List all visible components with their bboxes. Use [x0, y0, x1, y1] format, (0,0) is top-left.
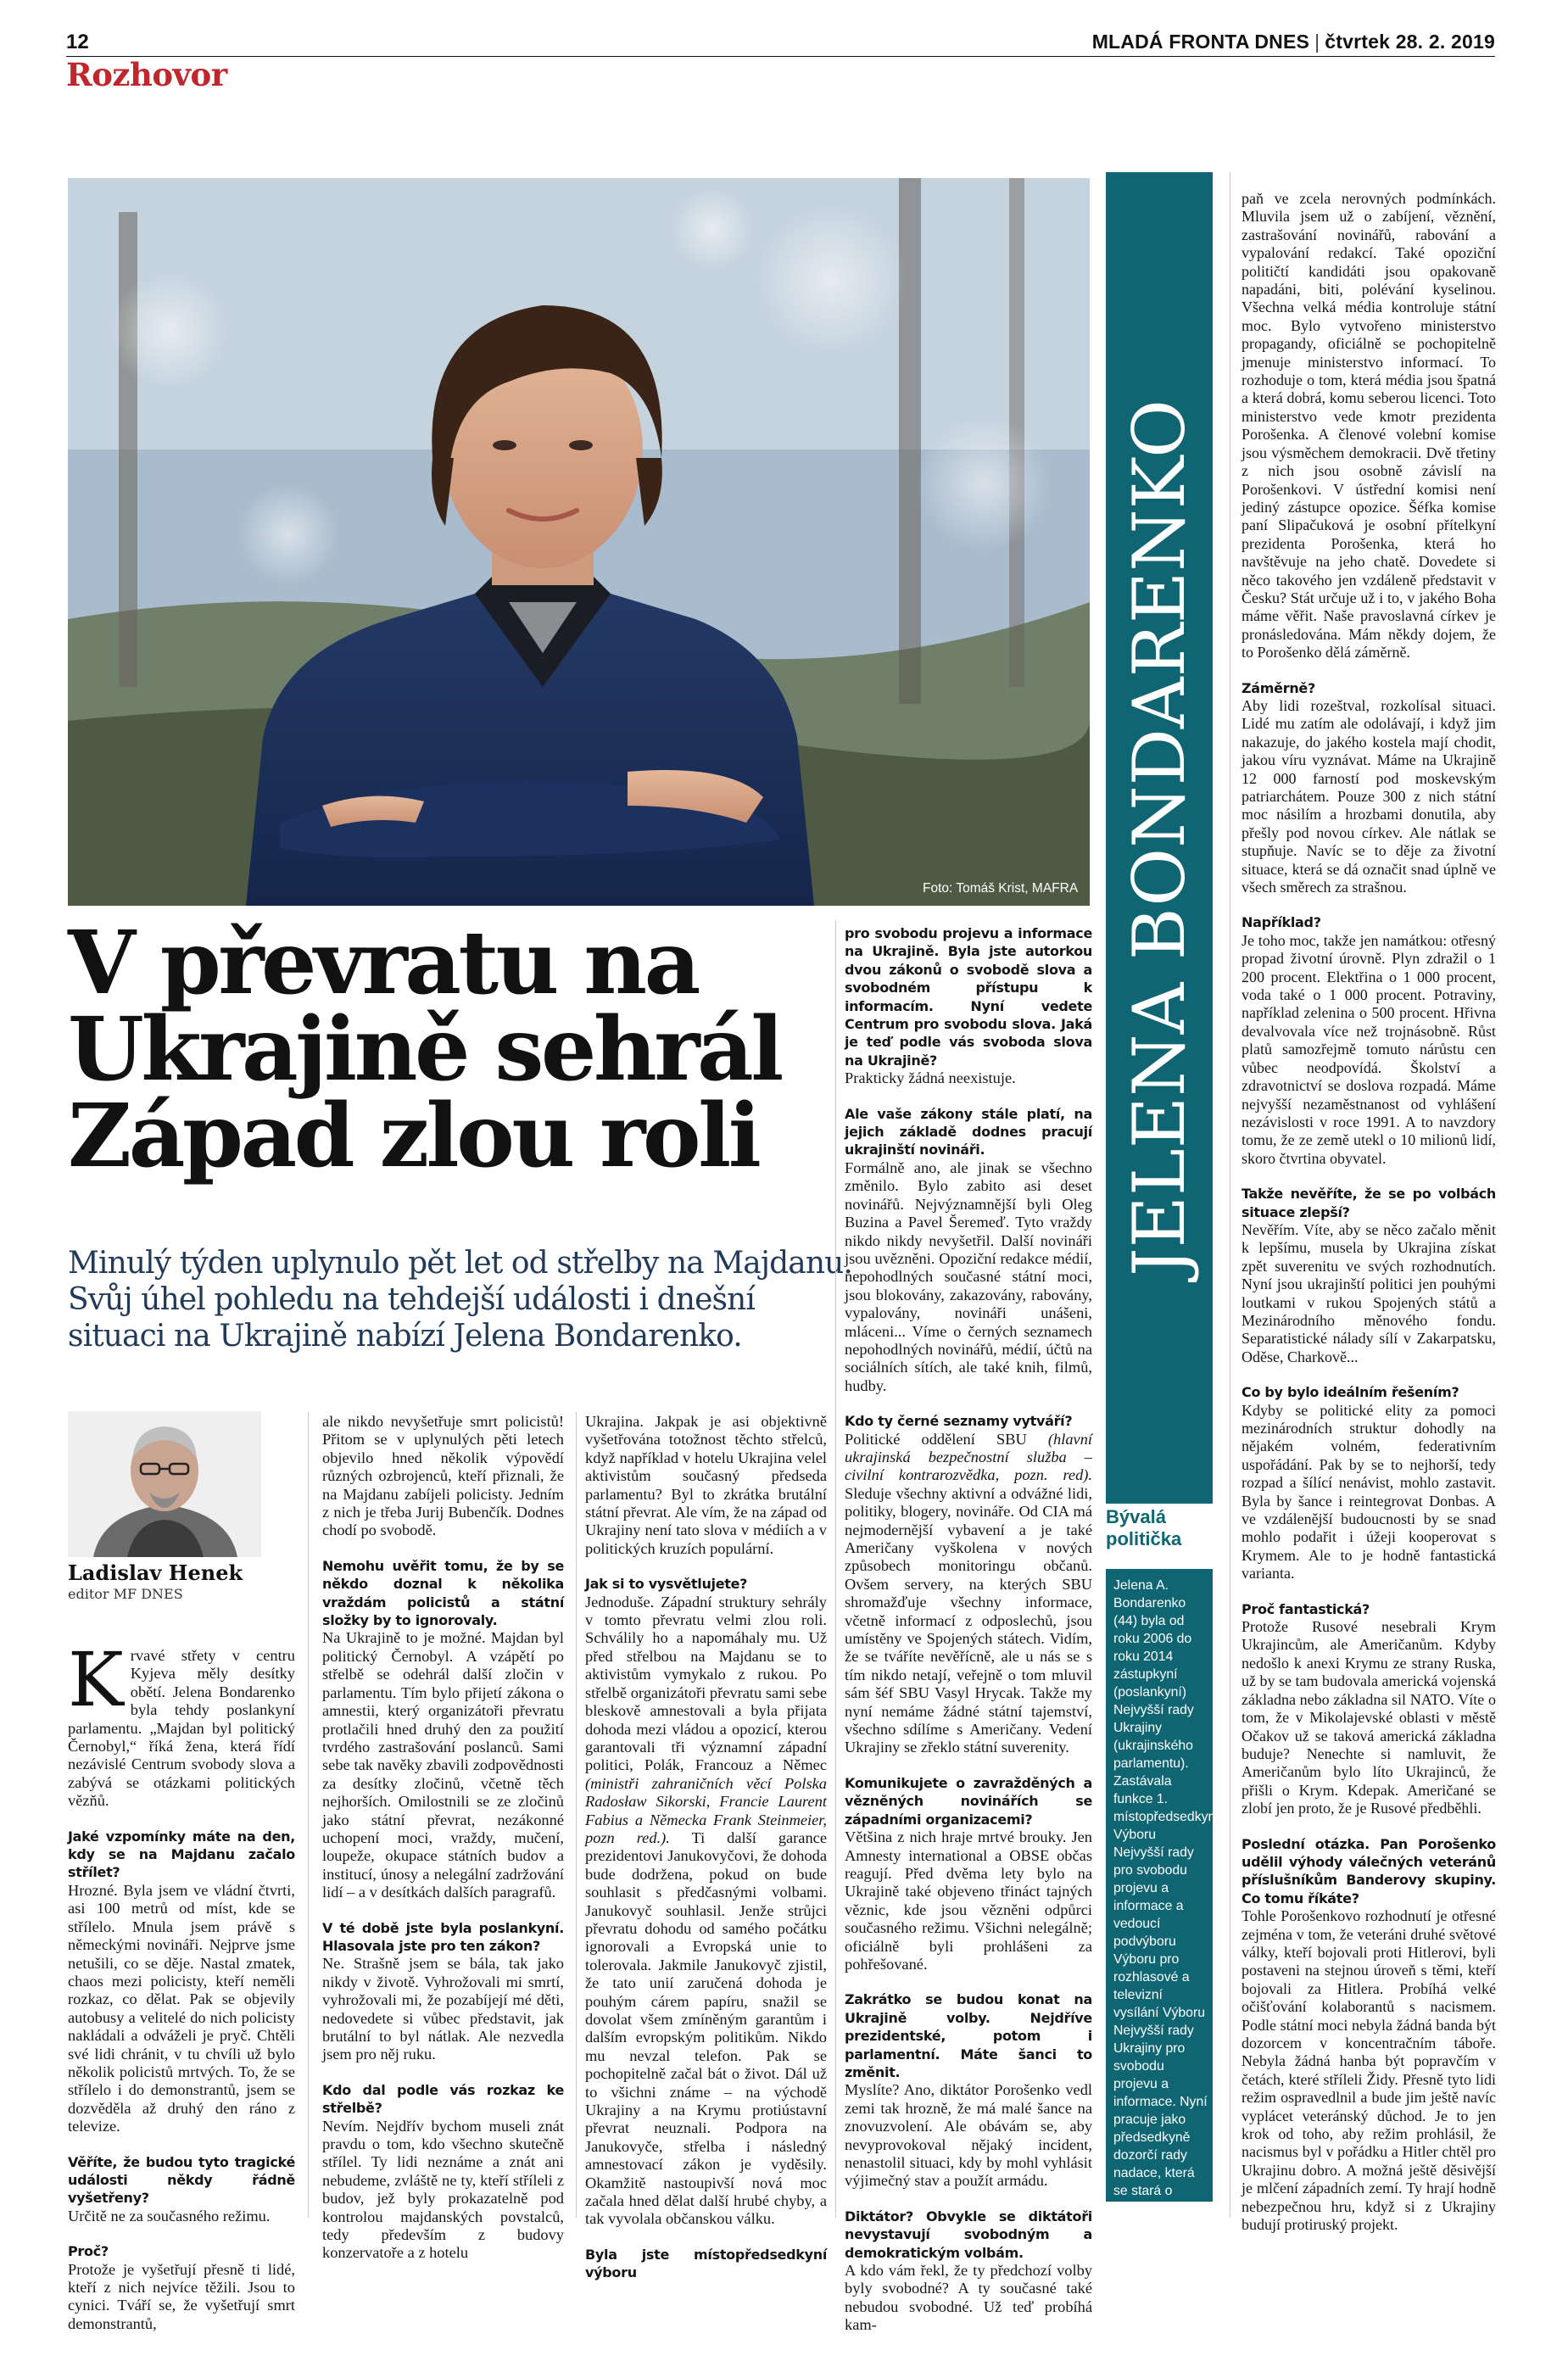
- answer: Je toho moc, takže jen namátkou: otřesný propad životní úrovně. Plyn zdražil o 1 200 procent. Elektřina o 1 000 procent, voda také o 1 000 procent. Potraviny, například zelenina o 500 procent. Hřivna devalvovala více než trojnásobně. Růst platů samozřejmě tomuto nárůstu cen vůbec neodpovídá. Školství a zdravotnictví se doslova rozpadá. Máme nejvyšší nezaměstnanost od vyhlášení nezávislosti v roce 1991. A to navzdory tomu, že ze země utekl o 10 milionů lidí, skoro čtvrtina obyvatel.: [1242, 931, 1496, 1167]
- answer-text: Sleduje všechny aktivní a odvážné lidi, politiky, blogery, novináře. Od CIA má nejmodernější vybavení a je také Američany vyškolena v nových způsobech monitoringu občanů. Ovšem servery, na kterých SBU shromažďuje všechny informace, včetně informací z odposlechů, jsou umístěny ve Spojených státech. Vidím, že se tváříte nevěřícně, ale u nás se s tím nikdo netají, veřejně o tom mluvil sám šéf SBU Vasyl Hrycak. Takže my nyní nemáme žádné státní tajemství, všechno sdílíme s Američany. Vedení Ukrajiny se zřeklo státní suverenity.: [845, 1484, 1092, 1756]
- answer: Určitě ne za současného režimu.: [68, 2207, 271, 2224]
- question: Jak si to vysvětlujete?: [585, 1576, 748, 1593]
- column-divider: [308, 1412, 309, 2218]
- question: Například?: [1242, 914, 1321, 931]
- answer: Prakticky žádná neexistuje.: [845, 1069, 1016, 1087]
- question: Ale vaše zákony stále platí, na jejich základě dodnes pracují ukrajinští novináři.: [845, 1105, 1092, 1158]
- editor-note: (hlavní ukrajinská bezpečnostní služba – civilní kontrarozvědka, pozn. red).: [845, 1430, 1092, 1484]
- intro-paragraph: [68, 1636, 295, 1811]
- photo-credit: Foto: Tomáš Krist, MAFRA: [923, 881, 1079, 896]
- answer: Protože je vyšetřují přesně ti lidé, kteří z nich nejvíce těžili. Jsou to cynici. Tváří se, že vyšetřují smrt demonstrantů,: [68, 2260, 295, 2332]
- page-number: 12: [66, 31, 89, 53]
- answer: Protože Rusové nesebrali Krym Ukrajincům, ale Američanům. Kdyby nedošlo k anexi Krymu ze strany Ruska, už by se tam budovala americká vojenská základna nebo základna sil NATO. Víte o tom, že v Mikolajevské oblasti v městě Očakov už se taková americká základna buduje? Nenechte si namluvit, že Američanům bylo líto Ukrajinců, že přišli o Krym. Kdepak. Američané se zlobí jen proto, že je Rusové předběhli.: [1242, 1618, 1496, 1817]
- question: Poslední otázka. Pan Porošenko udělil výhody válečných veteránů příslušníkům Banderovy skupiny. Co tomu říkáte?: [1242, 1835, 1496, 1906]
- bio-title: Bývalá politička: [1106, 1506, 1182, 1549]
- question: Věříte, že budou tyto tragické události někdy řádně vyšetřeny?: [68, 2153, 295, 2207]
- masthead-separator: |: [1314, 31, 1320, 53]
- author-name: Ladislav Henek: [68, 1560, 243, 1585]
- article-column-5: [1242, 190, 1496, 2234]
- question: Komunikujete o zavražděných a věznĕných novinářích se západními organizacemi?: [845, 1774, 1092, 1828]
- answer: Většina z nich hraje mrtvé brouky. Jen Amnesty international a OBSE občas reagují. Před dvěma lety bylo na Ukrajině také objeveno třináct tajných věznic, kde jsou vězněni odpůrci současného režimu. Všichni nelegálně; oficiálně byli prohlášeni za pohřešované.: [845, 1828, 1092, 1973]
- question: Zakrátko se budou konat na Ukrajině volby. Nejdříve prezidentské, potom i parlamentní. Máte šanci to změnit.: [845, 1991, 1092, 2080]
- article-column-3: [585, 1413, 827, 2282]
- author-role: editor MF DNES: [68, 1586, 183, 1602]
- issue-date: čtvrtek 28. 2. 2019: [1325, 31, 1495, 53]
- answer: Nevěřím. Víte, aby se něco začalo měnit k lepšímu, musela by Ukrajina získat zpět suverenitu ve svých rozhodnutích. Nyní jsou ukrajinští politici jen pouhými loutkami v rukou Spojených států a Mezinárodního měnového fondu. Separatistické nálady sílí v Zakarpatsku, Oděse, Charkově...: [1242, 1220, 1496, 1365]
- question: Proč fantastická?: [1242, 1600, 1370, 1617]
- question: Co by bylo ideálním řešením?: [1242, 1384, 1459, 1401]
- article-column-1: [68, 1636, 295, 2333]
- question: Kdo dal podle vás rozkaz ke střelbě?: [322, 2081, 564, 2117]
- bio-text: Jelena A. Bondarenko (44) byla od roku 2006 do roku 2014 zástupkyní (poslankyní) Nejvyšší rady Ukrajiny (ukrajinského parlamentu). Zastávala funkce 1. místopředsedkyně Výboru Nejvyšší rady pro svobodu projevu a informace a vedoucí podvýboru Výboru pro rozhlasové a televizní vysílání Výboru Nejvyšší rady Ukrajiny pro svobodu projevu a informace. Nyní pracuje jako předsedkyně dozorčí rady nadace, která se stará o pomoc pěsidlenským osobám. Řídí nezávislé Centrum svobody slova a zabývá se otázkami politických vězňů.: [1113, 1578, 1224, 2376]
- question: Kdo ty černé seznamy vytváří?: [845, 1413, 1073, 1430]
- answer: Tohle Porošenkovo rozhodnutí je otřesné zejména v tom, že veteráni druhé světové války, kteří bojovali proti Hitlerovi, byli postaveni na stejnou úroveň s těmi, kteří bojovali za Hitlera. Probíhá velké očišťování kolaborantů s nacismem. Podle státní moci nebyla žádná banda být dozorcem v koncentračním táboře. Nebyla žádná hanba být popravčím v četách, které stříleli Židy. Přesně tyto lidi režim ospravedlnil a bude jim ještě navíc vyplácet veteránský důchod. Je to jen krok od toho, aby režim prohlásil, že nacismus byl v pořádku a Hitler chtěl pro Ukrajinu dobro. A možná ještě děsivější je mlčení západních zemí. Ty hrají hodně nebezpečnou hru, když si z Ukrajiny budují protiruský projekt.: [1242, 1907, 1496, 2234]
- column-divider: [576, 1412, 577, 2218]
- question: Nemohu uvěřit tomu, že by se někdo doznal k několika vraždám policistů a státní složky by to ignorovaly.: [322, 1557, 564, 1629]
- header-rule: [66, 56, 1495, 57]
- question: V té době jste byla poslankyní. Hlasovala jste pro ten zákon?: [322, 1919, 564, 1954]
- answer: A kdo vám řekl, že ty předchozí volby byly svobodné? A ty současné také nebudou svobodné. Už teď probíhá kam-: [845, 2262, 1092, 2334]
- answer: [845, 1431, 1092, 1757]
- answer-continued: paň ve zcela nerovných podmínkách. Mluvila jsem už o zabíjení, věznění, zastrašování novinářů, rabování a vypalování redakcí. Také opoziční političtí kandidáti jsou opakovaně napadáni, biti, polévání kyselinou. Všechna velká média kontroluje státní moc. Bylo vytvořeno ministerstvo propagandy, oficiálně se pochopitelně jmenuje ministerstvo informací. To rozhoduje o tom, která média jsou špatná a která dobrá, komu seberou licenci. Toto ministerstvo vede kmotr prezidenta Porošenka. A členové volební komise jsou výsměchem demokracii. Dvě třetiny z nich jsou osobně závislí na Porošenkovi. V ústřední komisi není jediný zástupce opozice. Šéfka komise paní Slipačuková je osobní přítelkyní prezidenta Porošenka, která ho navštěvuje na jeho chatě. Dovedete si něco takového jen vzdáleně představit v Česku? Stát určuje už i to, v jakého Boha máme věřit. Naše pravoslavná církev je pronásledována. Mám někdy dojem, že to Porošenko dělá záměrně.: [1242, 190, 1496, 661]
- name-banner: [1106, 172, 1213, 1504]
- answer: Myslíte? Ano, diktátor Porošenko vedl zemi tak hrozně, že má malé šance na znovuzvolení. Ale obávám se, aby nevyprovokoval nějaký incident, nenastolil situaci, kdy by mohl vyhlásit výjimečný stav a použít armádu.: [845, 2081, 1092, 2190]
- portrait-illustration: [68, 178, 1090, 906]
- section-label: Rozhovor: [66, 56, 227, 93]
- article-column-2: [322, 1413, 564, 2263]
- question: Proč?: [68, 2243, 109, 2260]
- answer: Formálně ano, ale jinak se všechno změnilo. Bylo zabito asi deset novinářů. Nejvýznamnější byli Oleg Buzina a Pavel Šeremeď. Tyto vraždy nikdo nikdy nevyšetřil. Další novináři jsou uvězněni. Opoziční redakce médií, nepohodlných současné státní moci, jsou blokovány, zakazovány, rabovány, vypalovány, novináři unášeni, mláceni... Víme o černých seznamech nepohodlných novinářů, médií, účtů na sociálních sítích, ale také knih, filmů, hudby.: [845, 1158, 1092, 1394]
- question: Diktátor? Obvykle se diktátoři nevystavují svobodným a demokratickým volbám.: [845, 2208, 1092, 2261]
- drop-cap: K: [68, 1636, 124, 1723]
- answer-text: Ti další garance prezidentovi Janukovyčovi, že dohoda bude dodržena, pokud on bude souhlasit s předčasnými volbami. Janukovyč souhlasil. Jenže strůjci převratu dohodu od samého počátku ignorovali a Evropská unie to tolerovala. Jakmile Janukovyč zjistil, že tato unií zaručená dohoda je pouhým cárem papíru, snažil se dovolat všem zmíněným garantům i dalším evropským politikům. Nikdo mu nevzal telefon. Pak se pochopitelně začal bát o život. Dál už to všichni známe – na východě Ukrajiny a na Krymu protiústavní převrat neuznali. Podpora na Janukovyče, střelba i následný amnestovací zákon je vyděsily. Okamžitě nastoupivší nová moc začala hned dělat další hrubé chyby, a tak vyvolala občanskou válku.: [585, 1828, 827, 2228]
- question: Byla jste místopředsedkyní výboru: [585, 2246, 827, 2281]
- answer: Nevím. Nejdřív bychom museli znát pravdu o tom, kdo všechno skutečně střílel. Ty lidi neznáme a znát ani nebudeme, zvláště ne ty, kteří stříleli z budov, jež byly prokazatelně pod kontrolou majdanských povstalců, tedy především z budovy konzervatoře a z hotelu: [322, 2117, 564, 2262]
- editor-note: (ministři zahraničních věcí Polska Radosław Sikorski, Francie Laurent Fabius a Německa Frank Steinmeier, pozn red.).: [585, 1774, 827, 1846]
- answer-continued: Ukrajina. Jakpak je asi objektivně vyšetřována totožnost těchto střelců, když například v hotelu Ukrajina velel aktivistům současný předseda parlamentu? Byl to zkrátka brutální státní převrat. Ale vím, že na západ od Ukrajiny není tato slova v médiích a v politických kruzích populární.: [585, 1413, 827, 1557]
- author-portrait: [68, 1411, 261, 1557]
- vertical-name: JELENA BONDARENKO: [1118, 399, 1201, 1277]
- intro-text: rvavé střety v centru Kyjeva měly desítky obětí. Jelena Bondarenko byla tehdy poslankyní parlamentu. „Majdan byl politický Černobyl,“ říká žena, která řídí nezávislé Centrum svobody slova a zabývá se otázkami politických vězňů.: [68, 1647, 295, 1810]
- author-photo: [68, 1411, 261, 1557]
- question: Jaké vzpomínky máte na den, kdy se na Majdanu začalo střílet?: [68, 1828, 295, 1881]
- answer-text: Politické oddělení SBU: [845, 1430, 1048, 1448]
- answer-continued: ale nikdo nevyšetřuje smrt policistů! Přitom se v uplynulých pěti letech objevilo hned několik výpovědí různých ozbrojenců, kteří přiznali, že na Majdanu zabíjeli policisty. Jedním z nich je třeba Jurij Bubenčík. Dodnes chodí po svobodě.: [322, 1413, 564, 1539]
- main-photo: [68, 178, 1090, 906]
- answer: Aby lidi rozeštval, rozkolísal situaci. Lidé mu zatím ale odolávají, i když jim nakazuje, do jakého kostela mají chodit, jakou víru vyznávat. Máme na Ukrajině 12 000 farností pod moskevským patriarchátem. Pouze 300 z nich státní moc násilím a hrozbami donutila, aby přešly pod novou církev. Ale nátlak se stupňuje. Navíc se to děje za životní situace, která se dá označit snad úplně ve všech směrech za strašnou.: [1242, 696, 1496, 896]
- masthead: [1092, 31, 1495, 53]
- question-continued: pro svobodu projevu a informace na Ukrajině. Byla jste autorkou dvou zákonů o svobodě slova a svobodném přístupu k informacím. Nyní vedete Centrum pro svobodu slova. Jaká je teď podle vás svoboda slova na Ukrajině?: [845, 925, 1092, 1069]
- article-column-4: [845, 924, 1092, 2335]
- question: Záměrně?: [1242, 679, 1315, 696]
- answer: Ne. Strašně jsem se bála, tak jako nikdy v životě. Vyhrožovali mi smrtí, vyhrožovali mi, že pozabíjejí mé děti, nedovedete si vůbec představit, jak brutální to byl nátlak. Ale nezvedla jsem pro něj ruku.: [322, 1955, 564, 2063]
- column-divider: [835, 920, 836, 2218]
- answer: Hrozné. Byla jsem ve vládní čtvrti, asi 100 metrů od míst, kde se střílelo. Mnula jsem právě s německými novináři. Nejprve jsme netušili, co se děje. Nastal zmatek, chaos mezi policisty, kteří neměli rozkaz, co dělat. Pak se objevily autobusy a velitelé do nich policisty nakládali a odváželi je pryč. Chtěli své lidi chránit, v tu chvíli už bylo několik policistů mrtvých. To, že se střílelo i do demonstrantů, jsem se dozvěděla až druhý den ráno z televize.: [68, 1881, 295, 2135]
- headline: V převratu na Ukrajině sehrál Západ zlou roli: [68, 912, 781, 1187]
- answer: [585, 1594, 827, 2229]
- publication-name: MLADÁ FRONTA DNES: [1091, 31, 1310, 53]
- answer: Na Ukrajině to je možné. Majdan byl politický Černobyl. A vzápětí po střelbě se odehrál další zločin v parlamentu. Tím bylo přijetí zákona o amnestii, který organizátoři převratu protlačili hned druhý den za použití tvrdého zastrašování poslanců. Sami sebe tak navěky zbavili zodpovědnosti za desítky zločinů, včetně těch nejhorších. Omilostnili se ze zločinů jako státní převrat, nezákonné uchopení moci, vraždy, mučení, loupeže, okupace státních budov a institucí, únosy a nelegální zadržování lidí – a v desítkách dalších paragrafů.: [322, 1629, 564, 1901]
- answer-text: Jednoduše. Západní struktury sehrály v tomto převratu velmi zlou roli. Schválily ho a napomáhaly mu. Už před střelbou na Majdanu se to aktivistům vymykalo z rukou. Po střelbě organizátoři převratu sami sebe bleskově amnestovali a byla přijata dohoda mezi vládou a opozicí, kterou garantovali tři významní západní politici, Polák, Francouz a Němec: [585, 1593, 827, 1774]
- bio-box: [1106, 1569, 1224, 2376]
- deck: Minulý týden uplynulo pět let od střelby na Majdanu. Svůj úhel pohledu na tehdejší události i dnešní situaci na Ukrajině nabízí Jelena Bondarenko.: [68, 1246, 852, 1354]
- question: Takže nevěříte, že se po volbách situace zlepší?: [1242, 1186, 1496, 1220]
- answer: Kdyby se politické elity za pomoci mezinárodních struktur dohodly na nějakém volném, federativním uspořádání. Pak by se to nejhorší, tedy rozpad a šílící nenávist, mohlo zastavit. Byla by šance i reintegrovat Donbas. A ve vzdálenější budoucnosti by se snad mohlo podařit i úžeji kooperovat s Krymem. Ale to je hodně fantastická varianta.: [1242, 1401, 1496, 1583]
